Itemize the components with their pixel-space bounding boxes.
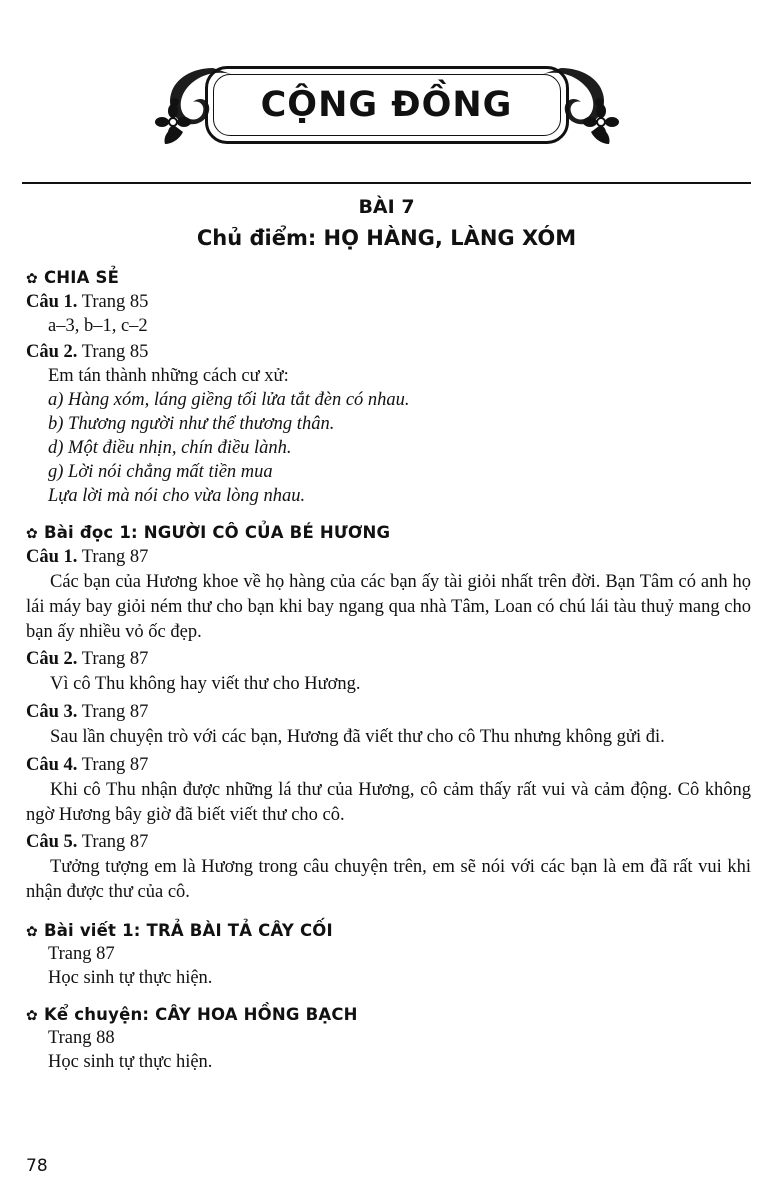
question-page: Trang 87 bbox=[81, 754, 149, 775]
question-page: Trang 87 bbox=[81, 547, 149, 567]
page-number: 78 bbox=[26, 1156, 48, 1176]
question-label: Câu 2. bbox=[26, 649, 78, 670]
question-line bbox=[26, 547, 751, 568]
answer-paragraph: Vì cô Thu không hay viết thư cho Hương. bbox=[50, 674, 361, 695]
lesson-number: BÀI 7 bbox=[358, 196, 415, 218]
section-page: Trang 87 bbox=[48, 944, 115, 965]
question-line bbox=[26, 342, 751, 363]
question-label: Câu 2. bbox=[26, 342, 78, 362]
answer-text: Học sinh tự thực hiện. bbox=[48, 1052, 213, 1073]
section-heading-bai-doc bbox=[26, 523, 751, 542]
section-page: Trang 88 bbox=[48, 1028, 115, 1049]
flower-bullet-icon: ✿ bbox=[26, 1008, 38, 1025]
question-page: Trang 87 bbox=[81, 702, 149, 723]
answer-text: Học sinh tự thực hiện. bbox=[48, 968, 213, 989]
page-title: CỘNG ĐỒNG bbox=[260, 85, 513, 125]
question-line bbox=[26, 292, 751, 313]
flower-bullet-icon: ✿ bbox=[26, 271, 38, 287]
question-label: Câu 3. bbox=[26, 702, 78, 723]
question-label: Câu 5. bbox=[26, 832, 78, 853]
answer-text: a–3, b–1, c–2 bbox=[48, 316, 148, 336]
answer-item: g) Lời nói chẳng mất tiền mua bbox=[48, 462, 273, 482]
section-heading-bai-doc-label: Bài đọc 1: NGƯỜI CÔ CỦA BÉ HƯƠNG bbox=[43, 523, 391, 542]
question-label: Câu 1. bbox=[26, 292, 78, 312]
question-page: Trang 87 bbox=[81, 649, 149, 670]
section-heading-ke-chuyen bbox=[26, 1005, 751, 1024]
question-line bbox=[26, 702, 751, 723]
answer-intro: Em tán thành những cách cư xử: bbox=[48, 366, 289, 386]
answer-item: b) Thương người như thể thương thân. bbox=[48, 414, 335, 434]
question-line bbox=[26, 755, 751, 776]
question-line bbox=[26, 649, 751, 670]
title-banner bbox=[157, 58, 617, 154]
flower-bullet-icon: ✿ bbox=[26, 526, 38, 542]
answer-paragraph: Các bạn của Hương khoe về họ hàng của các bạn ấy tài giỏi nhất trên đời. Bạn Tâm có anh họ lái máy bay giỏi ném thư cho bạn khi bay ngang qua nhà Tâm, Loan có chú lái tàu thuỷ mang cho bạn ấy nhiều vỏ ốc đẹp. bbox=[26, 572, 751, 642]
answer-item: Lựa lời mà nói cho vừa lòng nhau. bbox=[48, 486, 306, 506]
horizontal-rule bbox=[22, 182, 751, 184]
document-body bbox=[26, 268, 751, 1075]
answer-item: a) Hàng xóm, láng giềng tối lửa tắt đèn có nhau. bbox=[48, 390, 410, 410]
section-heading-ke-chuyen-label: Kể chuyện: CÂY HOA HỒNG BẠCH bbox=[43, 1005, 358, 1025]
section-heading-chia-se bbox=[26, 268, 751, 287]
answer-item: d) Một điều nhịn, chín điều lành. bbox=[48, 438, 292, 458]
answer-paragraph: Sau lần chuyện trò với các bạn, Hương đã viết thư cho cô Thu nhưng không gửi đi. bbox=[50, 727, 665, 748]
question-page: Trang 87 bbox=[81, 832, 149, 853]
question-label: Câu 4. bbox=[26, 754, 78, 775]
section-heading-bai-viet-label: Bài viết 1: TRẢ BÀI TẢ CÂY CỐI bbox=[43, 921, 333, 941]
flower-bullet-icon: ✿ bbox=[26, 924, 38, 941]
question-page: Trang 85 bbox=[81, 342, 149, 362]
section-heading-chia-se-label: CHIA SẺ bbox=[43, 268, 120, 287]
question-label: Câu 1. bbox=[26, 547, 78, 567]
question-line bbox=[26, 832, 751, 853]
question-page: Trang 85 bbox=[81, 292, 149, 312]
lesson-topic: Chủ điểm: HỌ HÀNG, LÀNG XÓM bbox=[196, 226, 577, 250]
section-heading-bai-viet bbox=[26, 921, 751, 940]
answer-paragraph: Tưởng tượng em là Hương trong câu chuyện trên, em sẽ nói với các bạn là em đã rất vui khi nhận được thư của cô. bbox=[26, 857, 751, 903]
answer-paragraph: Khi cô Thu nhận được những lá thư của Hương, cô cảm thấy rất vui và cảm động. Cô không ngờ Hương bây giờ đã biết viết thư cho cô. bbox=[26, 779, 751, 825]
